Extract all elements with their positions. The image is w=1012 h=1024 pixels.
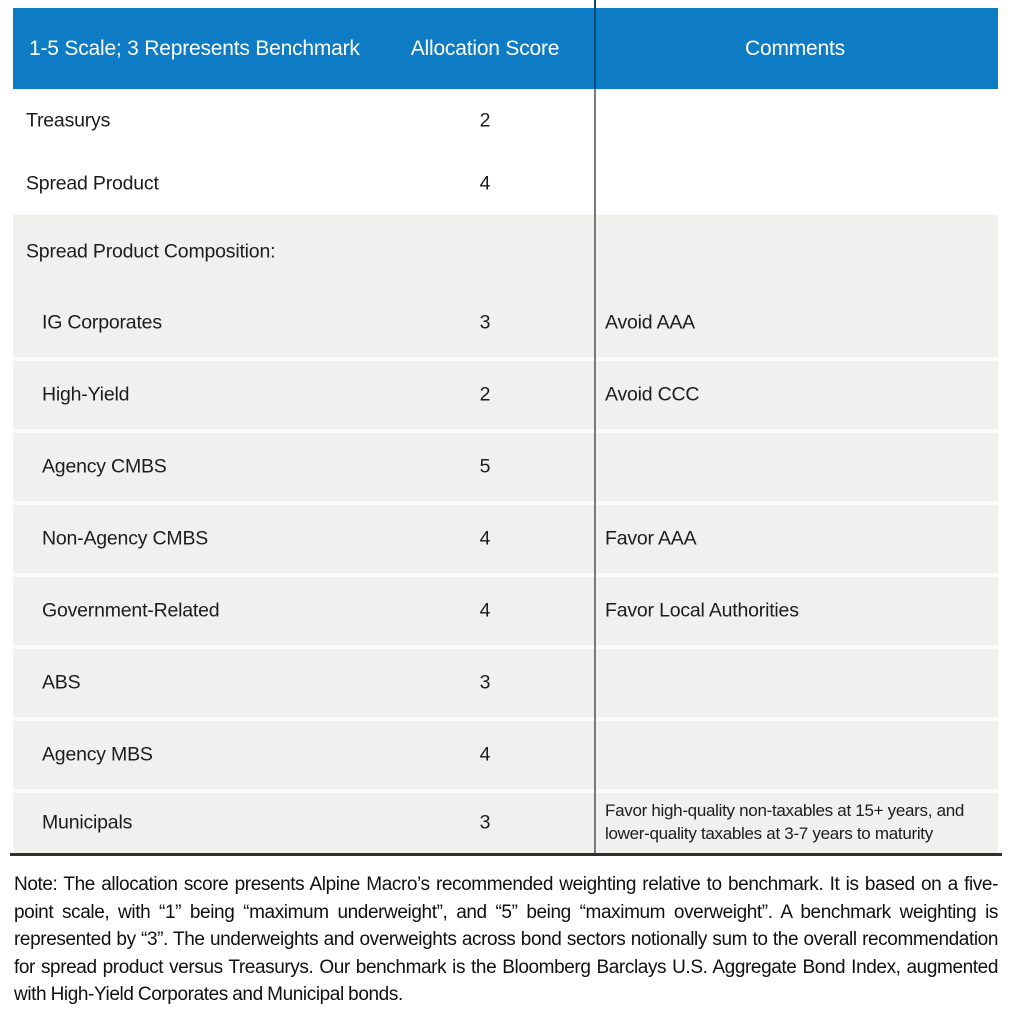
note-text: Note: The allocation score presents Alpine Macro’s recommended weighting relative to benchmark. It is based on a five-point scale, with “1” being “maximum underweight”, and “5” being “maximum overweight”. A benchmark weighting is represented by “3”. The underweights and overweights across bond sectors notionally sum to the overall recommendation for spread product versus Treasurys. Our benchmark is the Bloomberg Barclays U.S. Aggregate Bond Index, augmented with High-Yield Corporates and Municipal bonds. [14, 874, 998, 1005]
row-label: Government-Related [42, 599, 220, 622]
row-label: Spread Product Composition: [26, 240, 276, 263]
row-score: 5 [479, 455, 491, 478]
row-label: Treasurys [26, 109, 111, 131]
row-score: 2 [479, 109, 491, 131]
table-row [13, 721, 998, 789]
row-score: 2 [479, 383, 491, 406]
row-score: 3 [479, 811, 491, 834]
table-bottom-border [10, 853, 1002, 856]
row-comment: Favor AAA [605, 527, 697, 550]
row-comment: Avoid AAA [605, 311, 695, 334]
header-col-scale: 1-5 Scale; 3 Represents Benchmark [29, 36, 360, 60]
comments-column-divider-header-segment [594, 0, 596, 89]
row-label: IG Corporates [42, 311, 162, 334]
table-row [13, 433, 998, 501]
row-comment: Favor high-quality non-taxables at 15+ years, and lower-quality taxables at 3-7 years to maturity [605, 801, 965, 843]
row-label: High-Yield [42, 383, 130, 406]
table-row [13, 505, 998, 573]
header-col-comments: Comments [745, 36, 845, 60]
row-comment: Favor Local Authorities [605, 599, 799, 622]
comments-column-divider [594, 89, 596, 853]
row-score: 4 [479, 172, 491, 194]
row-label: Agency CMBS [42, 455, 167, 478]
table-row [13, 215, 998, 289]
row-score: 3 [479, 671, 491, 694]
row-label: Agency MBS [42, 743, 153, 766]
row-score: 4 [479, 743, 491, 766]
table-row [13, 289, 998, 357]
row-label: Spread Product [26, 172, 159, 194]
table-row [13, 793, 998, 853]
row-label: Municipals [42, 811, 133, 834]
table-row [13, 577, 998, 645]
row-comment: Avoid CCC [605, 383, 700, 406]
row-score: 4 [479, 527, 491, 550]
table-row [13, 361, 998, 429]
table-row [13, 649, 998, 717]
row-label: Non-Agency CMBS [42, 527, 209, 550]
table-row [13, 152, 998, 215]
row-score: 3 [479, 311, 491, 334]
table-row [13, 89, 998, 152]
row-label: ABS [42, 671, 81, 694]
header-col-allocation-score: Allocation Score [410, 36, 560, 60]
row-score: 4 [479, 599, 491, 622]
table-header [13, 8, 998, 89]
